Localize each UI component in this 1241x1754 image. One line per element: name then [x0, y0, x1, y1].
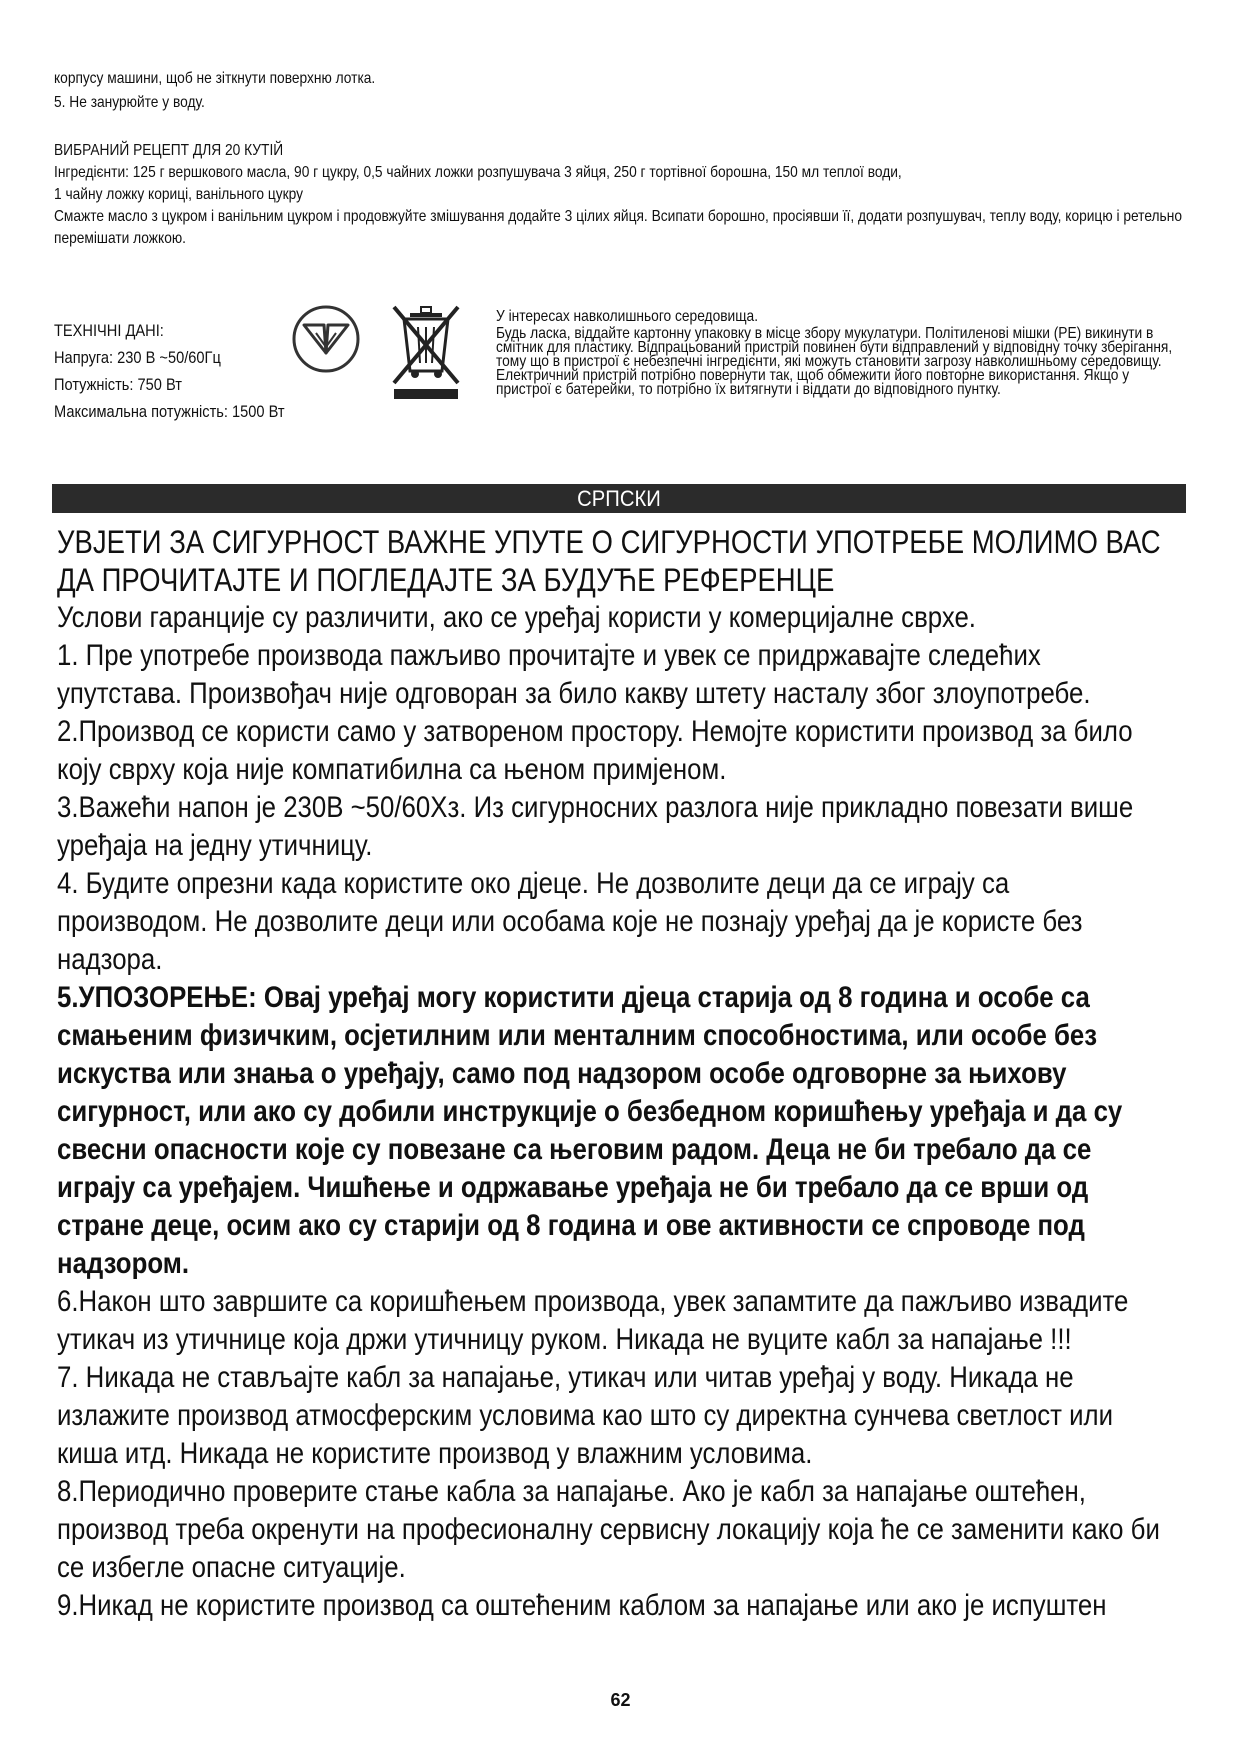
page-number: 62 [610, 1690, 631, 1710]
section-title: СРПСКИ [577, 486, 661, 511]
instruction-p6: 6.Након што завршите са коришћењем производа, увек запамтите да пажљиво извадите утикач из утичнице која држи утичницу руком. Никада не вуците кабл за напајање !!! [57, 1285, 1129, 1356]
recipe-ingredients-2: 1 чайну ложку кориці, ванільного цукру [54, 186, 304, 203]
recipe-method: Смажте масло з цукром і ванільним цукром і продовжуйте змішування додайте 3 цілих яйця. Всипати борошно, просіявши її, додати розпушувач, теплу воду, корицю і ретельно перемішати ложкою. [54, 208, 1182, 247]
serbian-instructions [57, 523, 1166, 1625]
instruction-p0: Услови гаранције су различити, ако се уређај користи у комерцијалне сврхе. [57, 601, 976, 634]
safety-heading: УВЈЕТИ ЗА СИГУРНОСТ ВАЖНЕ УПУТЕ О СИГУРНОСТИ УПОТРЕБЕ МОЛИМО ВАС ДА ПРОЧИТАЈТЕ И ПОГЛЕДАЈТЕ ЗА БУДУЋЕ РЕФЕРЕНЦЕ [57, 524, 1161, 598]
top-line-1: корпусу машини, щоб не зіткнути поверхню лотка. [54, 70, 376, 87]
recipe-ingredients: Інгредієнти: 125 г вершкового масла, 90 г цукру, 0,5 чайних ложки розпушувача 3 яйця, 250 г тортівної борошна, 150 мл теплої води, [54, 164, 902, 181]
recipe-block [54, 140, 1215, 250]
instruction-p3: 3.Важећи напон је 230В ~50/60Хз. Из сигурносних разлога није прикладно повезати више уређаја на једну утичницу. [57, 791, 1134, 862]
specs-max-power: Максимальна потужність: 1500 Вт [54, 402, 285, 421]
top-line-2: 5. Не занурюйте у воду. [54, 94, 205, 111]
warning-p5: 5.УПОЗОРЕЊЕ: Овај уређај могу користити дјеца старија од 8 година и особе са смањеним физичким, осјетилним или менталним способностима, или особе без искуства или знања о уређају, само под надзором особе одговорне за њихову сигурност, или ако су добили инструкције о безбедном коришћењу уређаја и да су свесни опасности које су повезане са његовим радом. Деца не би требало да се играју са уређајем. Чишћење и одржавање уређаја не би требало да се врши од стране деце, осим ако су старији од 8 година и ове активности се спроводе под надзором. [57, 981, 1123, 1280]
tech-specs [54, 319, 285, 423]
specs-power: Потужність: 750 Вт [54, 375, 182, 394]
environment-note [496, 310, 1175, 397]
crossed-out-bin-icon [388, 303, 464, 401]
instruction-p9: 9.Никад не користите производ са оштећеним каблом за напајање или ако је испуштен [57, 1589, 1107, 1622]
instruction-p4: 4. Будите опрезни када користите око дјеце. Не дозволите деци да се играју са производом. Не дозволите деци или особама које не познају уређај да је користе без надзора. [57, 867, 1083, 976]
environment-text: Будь ласка, віддайте картонну упаковку в місце збору мукулатури. Політиленові мішки (PE) викинути в смітник для пластику. Відпрацьований пристрій повинен бути відправлений у відповідну точку зберігання, тому що в пристрої є небезпечні інгредієнти, які можуть становити загрозу навколишньому середовищу. Електричний пристрій потрібно повернути так, щоб обмежити його повторне використання. Якщо у пристрої є батерейки, то потрібно їх витягнути і віддати до відповідного пунтку. [496, 325, 1173, 398]
environment-title: У інтересах навколишнього середовища. [496, 308, 759, 325]
section-header-bar [52, 484, 1186, 513]
recipe-title: ВИБРАНИЙ РЕЦЕПТ ДЛЯ 20 КУТІЙ [54, 142, 284, 159]
instruction-p7: 7. Никада не стављајте кабл за напајање, утикач или читав уређај у воду. Никада не излажите производ атмосферским условима као што су директна сунчева светлост или киша итд. Никада не користите производ у влажним условима. [57, 1361, 1114, 1470]
specs-title: ТЕХНІЧНІ ДАНІ: [54, 321, 164, 340]
certification-mark-icon [290, 303, 362, 375]
instruction-p1: 1. Пре употребе производа пажљиво прочитајте и увек се придржавајте следећих упутстава. Произвођач није одговоран за било какву штету насталу због злоупотребе. [57, 639, 1091, 710]
instruction-p2: 2.Производ се користи само у затвореном простору. Немојте користити производ за било коју сврху која није компатибилна са њеном примјеном. [57, 715, 1133, 786]
instruction-p8: 8.Периодично проверите стање кабла за напајање. Ако је кабл за напајање оштећен, производ треба окренути на професионалну сервисну локацију која ће се заменити како би се избегле опасне ситуације. [57, 1475, 1160, 1584]
specs-voltage: Напруга: 230 В ~50/60Гц [54, 348, 221, 367]
